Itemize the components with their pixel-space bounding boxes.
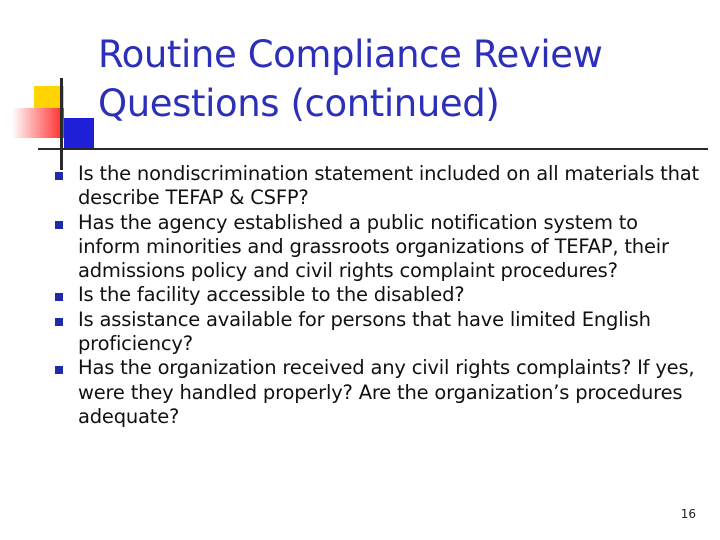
bullet-list: [50, 162, 700, 429]
title-divider-line: [38, 148, 708, 150]
bullet-text: Has the agency established a public notification system to inform minorities and grassroots organizations of TEFAP, their admissions policy and civil rights complaint procedures?: [78, 210, 669, 283]
decorative-squares-logo: [0, 0, 110, 170]
logo-vertical-line: [60, 78, 63, 170]
slide-title-line-1: Routine Compliance Review: [98, 33, 603, 76]
bullet-item: [50, 308, 700, 357]
bullet-text: Is assistance available for persons that have limited English proficiency?: [78, 307, 651, 356]
square-bullet-icon: [55, 293, 63, 301]
slide-title-line-2: Questions (continued): [98, 82, 500, 125]
bullet-item: [50, 211, 700, 284]
square-bullet-icon: [55, 172, 63, 180]
square-bullet-icon: [55, 221, 63, 229]
bullet-text: Has the organization received any civil rights complaints? If yes, were they handled properly? Are the organization’s procedures adequate?: [78, 356, 695, 428]
bullet-item: [50, 162, 700, 211]
slide-number: 16: [680, 507, 696, 521]
logo-red-square: [12, 108, 64, 138]
bullet-text: Is the nondiscrimination statement included on all materials that describe TEFAP & CSFP?: [78, 162, 699, 210]
bullet-item: [50, 283, 700, 307]
bullet-text: Is the facility accessible to the disabled?: [78, 283, 465, 307]
slide-title: [98, 30, 708, 128]
square-bullet-icon: [55, 366, 63, 374]
square-bullet-icon: [55, 318, 63, 326]
bullet-item: [50, 356, 700, 429]
logo-blue-square: [64, 118, 94, 150]
